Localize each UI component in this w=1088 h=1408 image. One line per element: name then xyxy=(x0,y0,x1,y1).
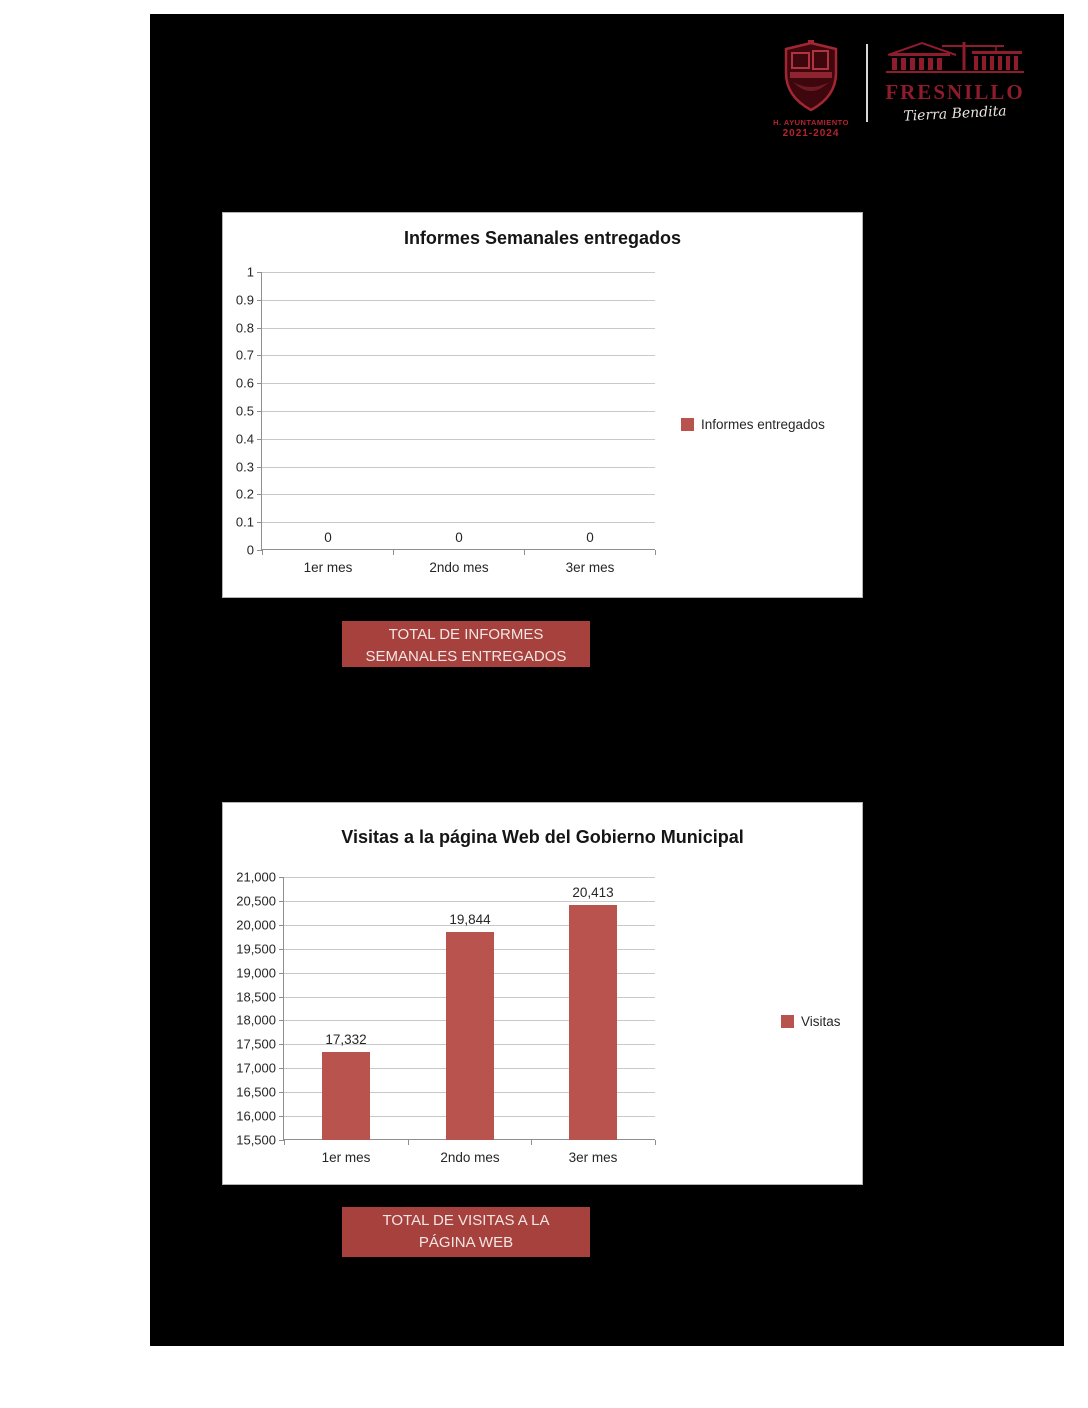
y-axis-tick-label: 19,000 xyxy=(236,965,276,981)
bar xyxy=(446,932,494,1140)
report-page-background xyxy=(150,14,1064,1346)
x-axis-tick-mark xyxy=(655,550,656,555)
y-axis-tick-label: 0.4 xyxy=(235,431,254,447)
gridline xyxy=(262,467,655,468)
y-axis-line xyxy=(283,877,284,1140)
y-axis-tick-label: 0.7 xyxy=(235,347,254,363)
banner-total-informes xyxy=(342,621,590,667)
y-axis-tick-label: 1 xyxy=(246,264,254,280)
banner1-line2: SEMANALES ENTREGADOS xyxy=(365,647,567,665)
bar-value-label: 19,844 xyxy=(449,912,491,927)
y-axis-tick-label: 20,000 xyxy=(236,917,276,933)
chart2-legend-label: Visitas xyxy=(801,1014,841,1029)
bar-value-label: 0 xyxy=(455,530,463,545)
x-axis-tick-mark xyxy=(655,1140,656,1145)
y-axis-tick-label: 15,500 xyxy=(236,1132,276,1148)
y-axis-tick-label: 0 xyxy=(246,542,254,558)
gridline xyxy=(284,877,655,878)
chart1-legend-label: Informes entregados xyxy=(701,417,825,432)
chart1-plot-area xyxy=(235,264,655,575)
bar xyxy=(322,1052,370,1140)
x-axis-tick-mark xyxy=(393,550,394,555)
legend-swatch-icon xyxy=(781,1015,794,1028)
y-axis-tick-label: 17,000 xyxy=(236,1060,276,1076)
chart2-title: Visitas a la página Web del Gobierno Municipal xyxy=(341,827,744,847)
chart-informes-panel xyxy=(222,212,863,598)
fresnillo-tagline: Tierra Bendita xyxy=(902,103,1007,125)
shield-caption xyxy=(768,119,854,139)
chart-visitas-panel xyxy=(222,802,863,1185)
bar-value-label: 20,413 xyxy=(572,885,614,900)
chart1-legend xyxy=(681,417,825,432)
y-axis-tick-label: 16,500 xyxy=(236,1084,276,1100)
x-category-label: 2ndo mes xyxy=(429,560,489,575)
banner2-line1: TOTAL DE VISITAS A LA xyxy=(382,1212,550,1229)
gridline xyxy=(262,272,655,273)
bar-value-label: 17,332 xyxy=(325,1032,367,1047)
y-axis-tick-label: 0.1 xyxy=(235,514,254,530)
fresnillo-logo xyxy=(880,40,1030,125)
x-axis-tick-mark xyxy=(284,1140,285,1145)
gridline xyxy=(262,494,655,495)
gridline xyxy=(262,328,655,329)
legend-swatch-icon xyxy=(681,418,694,431)
municipal-shield-logo xyxy=(768,40,854,139)
shield-icon xyxy=(779,40,843,112)
banner-total-visitas xyxy=(342,1207,590,1257)
gridline xyxy=(262,439,655,440)
logo-divider xyxy=(866,44,868,122)
y-axis-tick-label: 19,500 xyxy=(236,941,276,957)
y-axis-tick-label: 0.3 xyxy=(235,459,254,475)
y-axis-tick-label: 0.6 xyxy=(235,375,254,391)
gridline xyxy=(262,355,655,356)
bar-value-label: 0 xyxy=(586,530,594,545)
y-axis-tick-label: 0.5 xyxy=(235,403,254,419)
x-category-label: 1er mes xyxy=(303,560,353,575)
x-category-label: 3er mes xyxy=(565,560,615,575)
x-axis-tick-mark xyxy=(531,1140,532,1145)
y-axis-tick-label: 0.9 xyxy=(235,292,254,308)
x-axis-tick-mark xyxy=(262,550,263,555)
shield-caption-line1: H. AYUNTAMIENTO xyxy=(773,118,849,127)
chart2-plot-area xyxy=(236,869,655,1165)
y-axis-tick-label: 16,000 xyxy=(236,1108,276,1124)
y-axis-tick-label: 0.8 xyxy=(235,320,254,336)
banner2-line2: PÁGINA WEB xyxy=(418,1233,514,1251)
gridline xyxy=(262,522,655,523)
shield-caption-line2: 2021-2024 xyxy=(782,127,840,139)
y-axis-tick-label: 18,000 xyxy=(236,1012,276,1028)
gridline xyxy=(262,383,655,384)
bar xyxy=(569,905,617,1140)
banner1-line1: TOTAL DE INFORMES xyxy=(388,626,544,643)
y-axis-tick-label: 21,000 xyxy=(236,869,276,885)
header-logos xyxy=(768,40,1030,139)
x-axis-line xyxy=(261,549,655,550)
x-axis-tick-mark xyxy=(408,1140,409,1145)
gridline xyxy=(284,901,655,902)
y-axis-line xyxy=(261,272,262,550)
fresnillo-wordmark: FRESNILLO xyxy=(885,80,1025,104)
y-axis-tick-label: 17,500 xyxy=(236,1036,276,1052)
x-category-label: 2ndo mes xyxy=(440,1150,500,1165)
chart2-legend xyxy=(781,1014,841,1029)
gridline xyxy=(262,300,655,301)
y-axis-tick-label: 18,500 xyxy=(236,989,276,1005)
gridline xyxy=(262,411,655,412)
y-axis-tick-label: 20,500 xyxy=(236,893,276,909)
x-category-label: 1er mes xyxy=(321,1150,371,1165)
y-axis-tick-label: 0.2 xyxy=(235,486,254,502)
chart1-title: Informes Semanales entregados xyxy=(403,228,682,248)
x-category-label: 3er mes xyxy=(568,1150,618,1165)
x-axis-tick-mark xyxy=(524,550,525,555)
fresnillo-building-icon xyxy=(884,40,1026,74)
bar-value-label: 0 xyxy=(324,530,332,545)
